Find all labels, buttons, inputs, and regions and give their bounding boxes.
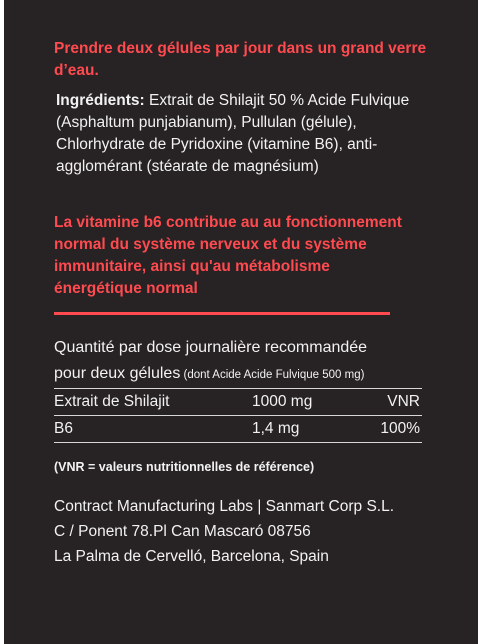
nutrition-table <box>54 388 422 443</box>
manufacturer-line1: Contract Manufacturing Labs | Sanmart Corp S.L. <box>54 498 395 515</box>
row-amount: 1,4 mg <box>252 420 300 437</box>
row-vnr: VNR <box>387 393 420 410</box>
ingredients-text <box>56 90 426 178</box>
dose-heading-line1: Quantité par dose journalière recommandée <box>54 339 368 356</box>
row-name: Extrait de Shilajit <box>54 393 170 410</box>
dose-heading-note: (dont Acide Acide Fulvique 500 mg) <box>180 369 365 381</box>
table-row <box>54 388 422 415</box>
dose-heading-line2 <box>54 362 434 387</box>
ingredients-label: Ingrédients: <box>56 92 145 109</box>
red-divider <box>54 312 390 315</box>
table-row <box>54 415 422 443</box>
directions-text: Prendre deux gélules par jour dans un grand verre d’eau. <box>54 40 427 79</box>
row-name: B6 <box>54 420 73 437</box>
row-amount: 1000 mg <box>252 393 313 410</box>
label-panel <box>4 0 478 644</box>
dose-heading-main: pour deux gélules <box>54 365 181 382</box>
manufacturer-line3: La Palma de Cervelló, Barcelona, Spain <box>54 548 329 565</box>
manufacturer-line2: C / Ponent 78.Pl Can Mascaró 08756 <box>54 523 311 540</box>
vnr-footnote: (VNR = valeurs nutritionnelles de référence) <box>54 460 315 474</box>
ingredients-list: Extrait de Shilajit 50 % Acide Fulvique (Asphaltum punjabianum), Pullulan (gélule), Chlorhydrate de Pyridoxine (vitamine B6), anti-agglomérant (stéarate de magnésium) <box>56 92 410 175</box>
health-claim-text: La vitamine b6 contribue au au fonctionnement normal du système nerveux et du système immunitaire, ainsi qu'au métabolisme énergétique normal <box>54 214 402 297</box>
row-vnr: 100% <box>380 420 420 437</box>
